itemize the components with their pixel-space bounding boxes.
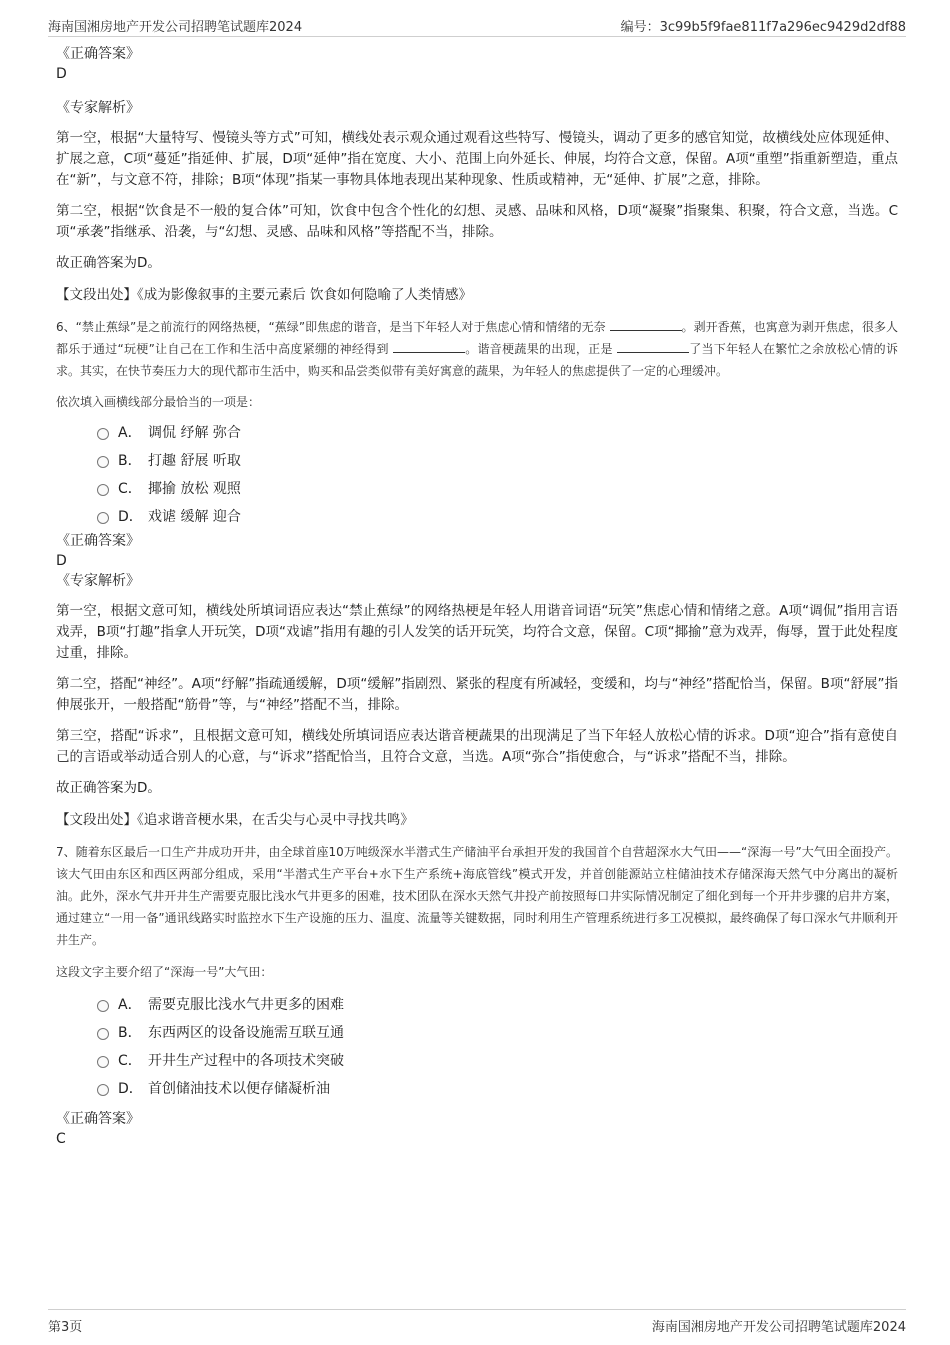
header-title: 海南国湘房地产开发公司招聘笔试题库2024	[48, 20, 303, 35]
analysis-paragraph: 第一空，根据“大量特写、慢镜头等方式”可知，横线处表示观众通过观看这些特写、慢镜头，调动了更多的感官知觉，故横线处应体现延伸、扩展之意，C项“蔓延”指延伸、扩展，D项“延伸”指在宽度、大小、范围上向外延长、伸展，均符合文意，保留。A项“重塑”指重新塑造，重点在“新”，与文意不符，排除；B项“体现”指某一事物具体地表现出某种现象、性质或精神，无“延伸、扩展”之意，排除。	[56, 130, 898, 188]
option-b[interactable]	[56, 1019, 898, 1047]
option-letter: C．	[118, 481, 142, 497]
answer-label: 《正确答案》	[56, 1111, 140, 1127]
analysis-paragraph: 第三空，搭配“诉求”，且根据文意可知，横线处所填词语应表达谐音梗蔬果的出现满足了当下年轻人放松心情的诉求。D项“迎合”指有意使自己的言语或举动适合别人的心意，与“诉求”搭配恰当，且符合文意，当选。A项“弥合”指使愈合，与“诉求”搭配不当，排除。	[56, 728, 898, 765]
fill-blank	[610, 318, 682, 331]
analysis-paragraph: 第二空，根据“饮食是不一般的复合体”可知，饮食中包含个性化的幻想、灵感、品味和风格，D项“凝聚”指聚集、积聚，符合文意，当选。C项“承袭”指继承、沿袭，与“幻想、灵感、品味和风格”等搭配不当，排除。	[56, 203, 898, 240]
radio-button[interactable]	[97, 1000, 109, 1012]
option-letter: B．	[118, 453, 142, 469]
source-citation: 【文段出处】《成为影像叙事的主要元素后 饮食如何隐喻了人类情感》	[56, 287, 473, 303]
option-d[interactable]	[56, 503, 898, 531]
question-prompt: 依次填入画横线部分最恰当的一项是：	[56, 395, 261, 409]
fill-blank	[617, 340, 689, 353]
source-citation: 【文段出处】《追求谐音梗水果，在舌尖与心灵中寻找共鸣》	[56, 812, 414, 828]
option-text: 戏谑 缓解 迎合	[148, 509, 241, 525]
option-text: 揶揄 放松 观照	[148, 481, 241, 497]
option-letter: D．	[118, 1081, 143, 1097]
answer-label: 《正确答案》	[56, 533, 140, 549]
page-number: 第3页	[48, 1320, 83, 1335]
option-text: 东西两区的设备设施需互联互通	[148, 1025, 344, 1041]
analysis-conclusion: 故正确答案为D。	[56, 255, 161, 271]
radio-button[interactable]	[97, 484, 109, 496]
option-letter: C．	[118, 1053, 142, 1069]
option-letter: B．	[118, 1025, 142, 1041]
radio-button[interactable]	[97, 428, 109, 440]
option-d[interactable]	[56, 1075, 898, 1103]
answer-value: C	[56, 1131, 66, 1147]
page-content	[56, 44, 898, 1149]
option-a[interactable]	[56, 419, 898, 447]
answer-value: D	[56, 66, 67, 82]
radio-button[interactable]	[97, 1084, 109, 1096]
analysis-conclusion: 故正确答案为D。	[56, 780, 161, 796]
option-c[interactable]	[56, 475, 898, 503]
option-text: 调侃 纾解 弥合	[148, 425, 241, 441]
option-c[interactable]	[56, 1047, 898, 1075]
page-footer	[48, 1309, 906, 1334]
analysis-label: 《专家解析》	[56, 573, 140, 589]
question-stem: 6、“禁止蕉绿”是之前流行的网络热梗，“蕉绿”即焦虑的谐音，是当下年轻人对于焦虑心情和情绪的无奈 。剥开香蕉，也寓意为剥开焦虑，很多人都乐于通过“玩梗”让自己在工作和生活中高度紧绷的神经得到 。谐音梗蔬果的出现，正是 了当下年轻人在繁忙之余放松心情的诉求。其实，在快节奏压力大的现代都市生活中，购买和品尝类似带有美好寓意的蔬果，为年轻人的焦虑提供了一定的心理缓冲。	[56, 320, 898, 378]
option-letter: D．	[118, 509, 143, 525]
option-letter: A．	[118, 997, 142, 1013]
analysis-label: 《专家解析》	[56, 100, 140, 116]
option-text: 打趣 舒展 听取	[148, 453, 241, 469]
option-b[interactable]	[56, 447, 898, 475]
option-text: 首创储油技术以便存储凝析油	[148, 1081, 330, 1097]
radio-button[interactable]	[97, 1056, 109, 1068]
radio-button[interactable]	[97, 512, 109, 524]
radio-button[interactable]	[97, 456, 109, 468]
option-a[interactable]	[56, 991, 898, 1019]
answer-value: D	[56, 553, 67, 569]
radio-button[interactable]	[97, 1028, 109, 1040]
answer-label: 《正确答案》	[56, 46, 140, 62]
footer-title: 海南国湘房地产开发公司招聘笔试题库2024	[651, 1320, 906, 1335]
question-prompt: 这段文字主要介绍了“深海一号”大气田：	[56, 965, 273, 979]
option-text: 开井生产过程中的各项技术突破	[148, 1053, 344, 1069]
header-doc-id: 编号：3c99b5f9fae811f7a296ec9429d2df88	[620, 20, 906, 35]
fill-blank	[393, 340, 465, 353]
question-stem: 7、随着东区最后一口生产井成功开井，由全球首座10万吨级深水半潜式生产储油平台承担开发的我国首个自营超深水大气田——“深海一号”大气田全面投产。该大气田由东区和西区两部分组成，采用“半潜式生产平台+水下生产系统+海底管线”模式开发，并首创能源站立柱储油技术存储深海天然气中分离出的凝析油。此外，深水气井开井生产需要克服比浅水气井更多的困难，技术团队在深水天然气井投产前按照每口井实际情况制定了细化到每一个开井步骤的启井方案，通过建立“一用一备”通讯线路实时监控水下生产设施的压力、温度、流量等关键数据，同时利用生产管理系统进行多工况模拟，最终确保了每口深水气井顺利开井生产。	[56, 845, 898, 947]
option-text: 需要克服比浅水气井更多的困难	[148, 997, 344, 1013]
analysis-paragraph: 第二空，搭配“神经”。A项“纾解”指疏通缓解，D项“缓解”指剧烈、紧张的程度有所减轻，变缓和，均与“神经”搭配恰当，保留。B项“舒展”指伸展张开，一般搭配“筋骨”等，与“神经”搭配不当，排除。	[56, 676, 898, 713]
page-header	[48, 14, 906, 37]
option-letter: A．	[118, 425, 142, 441]
analysis-paragraph: 第一空，根据文意可知，横线处所填词语应表达“禁止蕉绿”的网络热梗是年轻人用谐音词语“玩笑”焦虑心情和情绪之意。A项“调侃”指用言语戏弄，B项“打趣”指拿人开玩笑，D项“戏谑”指用有趣的引人发笑的话开玩笑，均符合文意，保留。C项“揶揄”意为戏弄，侮辱，置于此处程度过重，排除。	[56, 603, 898, 661]
